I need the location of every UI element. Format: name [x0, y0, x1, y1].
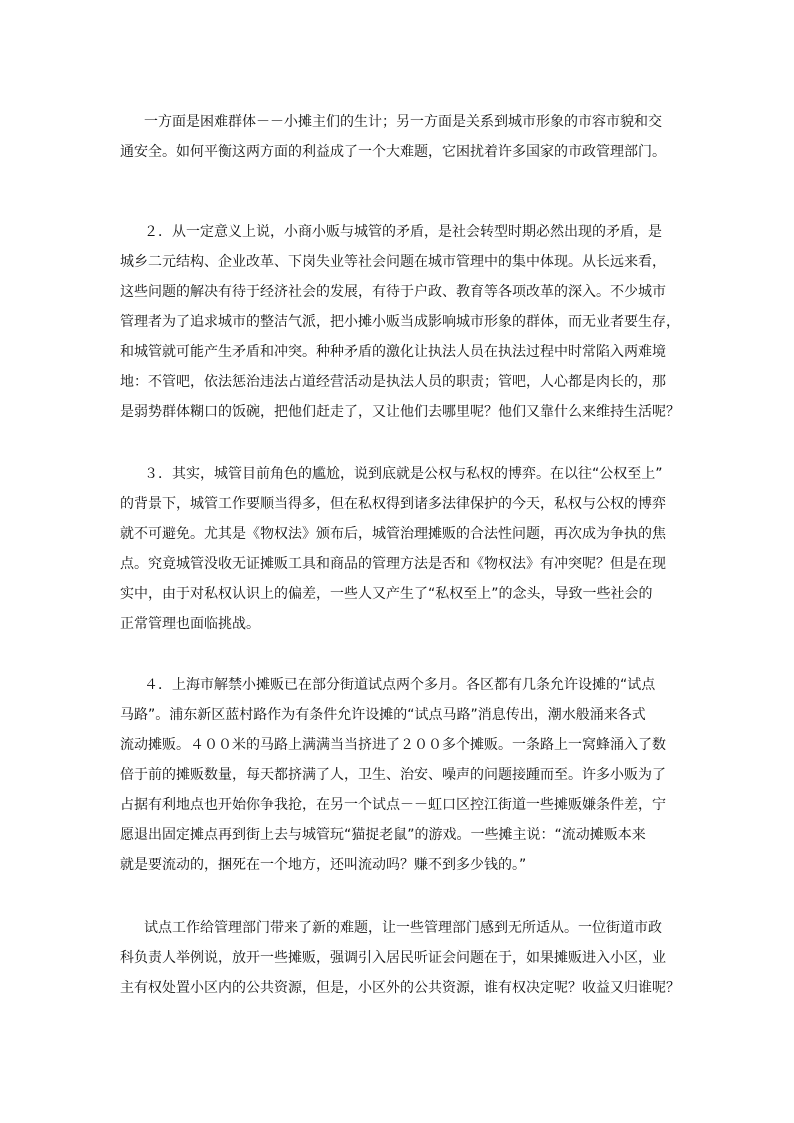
paragraph-line: 通安全。如何平衡这两方面的利益成了一个大难题，它困扰着许多国家的市政管理部门。 [120, 144, 666, 160]
paragraph-line: 一方面是困难群体－－小摊主们的生计；另一方面是关系到城市形象的市容市貌和交 [144, 114, 662, 130]
paragraph-line: 这些问题的解决有待于经济社会的发展，有待于户政、教育等各项改革的深入。不少城市 [120, 284, 666, 300]
paragraph-5 [120, 913, 680, 1003]
paragraph-line: 和城管就可能产生矛盾和冲突。种种矛盾的激化让执法人员在执法过程中时常陷入两难境 [120, 344, 666, 360]
paragraph-line: 试点工作给管理部门带来了新的难题，让一些管理部门感到无所适从。一位街道市政 [144, 920, 662, 936]
paragraph-line: ４．上海市解禁小摊贩已在部分街道试点两个多月。各区都有几条允许设摊的“试点 [144, 677, 656, 693]
paragraph-line: 城乡二元结构、企业改革、下岗失业等社会问题在城市管理中的集中体现。从长远来看， [120, 254, 666, 270]
paragraph-line: 地：不管吧，依法惩治违法占道经营活动是执法人员的职责；管吧，人心都是肉长的，那 [120, 374, 666, 390]
paragraph-line: 倍于前的摊贩数量，每天都挤满了人，卫生、治安、噪声的问题接踵而至。许多小贩为了 [120, 767, 666, 783]
paragraph-line: 流动摊贩。４００米的马路上满满当当挤进了２００多个摊贩。一条路上一窝蜂涌入了数 [120, 737, 666, 753]
paragraph-line: 点。究竟城管没收无证摊贩工具和商品的管理方法是否和《物权法》有冲突呢？但是在现 [120, 556, 666, 572]
paragraph-line: ３．其实，城管目前角色的尴尬，说到底就是公权与私权的博弈。在以往“公权至上” [144, 466, 663, 482]
paragraph-line: 的背景下，城管工作要顺当得多，但在私权得到诸多法律保护的今天，私权与公权的博弈 [120, 496, 666, 512]
paragraph-line: 管理者为了追求城市的整洁气派，把小摊小贩当成影响城市形象的群体，而无业者要生存， [120, 314, 680, 330]
paragraph-line: ２．从一定意义上说，小商小贩与城管的矛盾，是社会转型时期必然出现的矛盾，是 [144, 224, 662, 240]
paragraph-line: 主有权处置小区内的公共资源，但是，小区外的公共资源，谁有权决定呢？收益又归谁呢？ [120, 980, 680, 996]
paragraph-line: 实中，由于对私权认识上的偏差，一些人又产生了“私权至上”的念头，导致一些社会的 [120, 586, 653, 602]
paragraph-line: 马路”。浦东新区蓝村路作为有条件允许设摊的“试点马路”消息传出，潮水般涌来各式 [120, 707, 646, 723]
paragraph-2 [120, 217, 680, 427]
paragraph-line: 正常管理也面临挑战。 [120, 616, 260, 632]
paragraph-line: 愿退出固定摊点再到街上去与城管玩“猫捉老鼠”的游戏。一些摊主说：“流动摊贩本来 [120, 827, 646, 843]
paragraph-4 [120, 670, 680, 880]
paragraph-line: 就是要流动的，捆死在一个地方，还叫流动吗？赚不到多少钱的。” [120, 857, 527, 873]
paragraph-line: 科负责人举例说，放开一些摊贩，强调引入居民听证会问题在于，如果摊贩进入小区，业 [120, 950, 666, 966]
paragraph-line: 就不可避免。尤其是《物权法》颁布后，城管治理摊贩的合法性问题，再次成为争执的焦 [120, 526, 666, 542]
paragraph-1 [120, 107, 680, 167]
paragraph-3 [120, 459, 680, 639]
paragraph-line: 占据有利地点也开始你争我抢，在另一个试点－－虹口区控江街道一些摊贩嫌条件差，宁 [120, 797, 666, 813]
paragraph-line: 是弱势群体糊口的饭碗，把他们赶走了，又让他们去哪里呢？他们又靠什么来维持生活呢？ [120, 404, 680, 420]
